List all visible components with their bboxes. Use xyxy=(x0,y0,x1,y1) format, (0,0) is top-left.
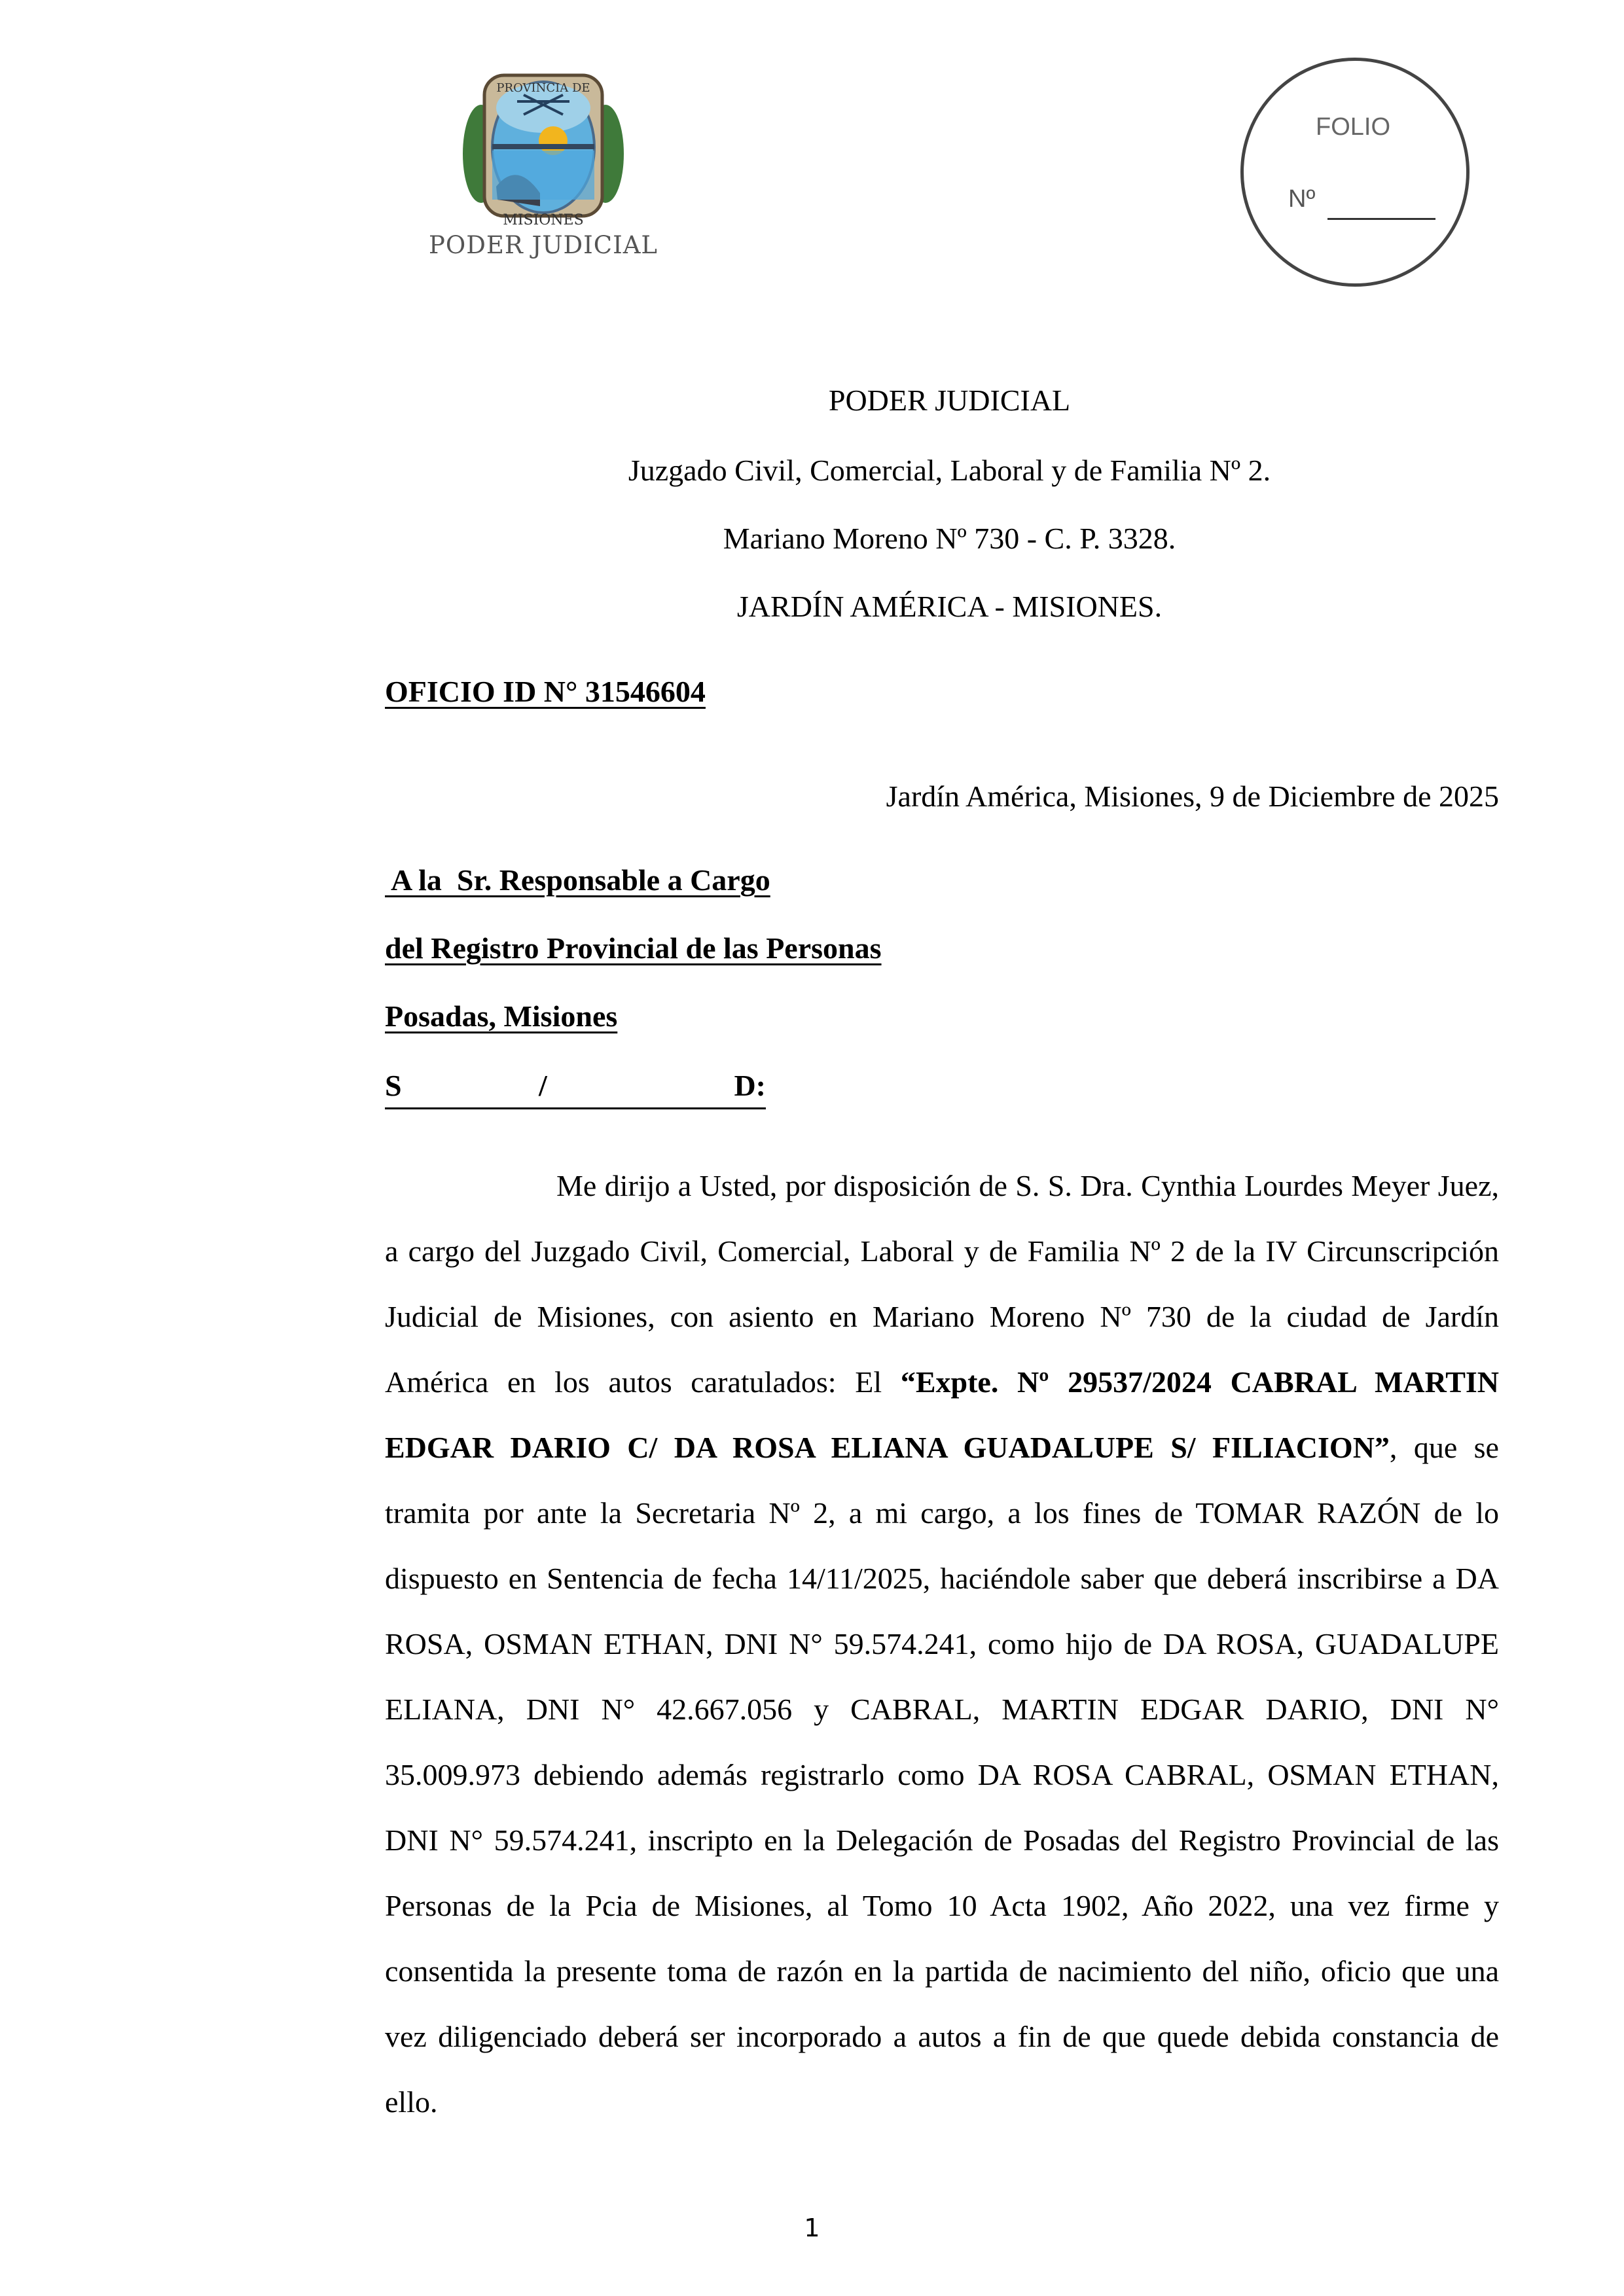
body-paragraph xyxy=(385,1153,1499,2135)
folio-number-blank xyxy=(1327,218,1435,220)
coat-of-arms-icon xyxy=(419,56,668,232)
svg-text:PROVINCIA DE: PROVINCIA DE xyxy=(496,81,590,95)
folio-title: FOLIO xyxy=(1316,113,1391,141)
sd-s: S xyxy=(385,1069,402,1102)
page-number: 1 xyxy=(804,2214,820,2242)
letterhead-address: Mariano Moreno Nº 730 - C. P. 3328. xyxy=(723,522,1176,555)
svg-text:MISIONES: MISIONES xyxy=(503,212,584,228)
logo-caption: PODER JUDICIAL xyxy=(428,231,659,259)
case-title: “Expte. Nº 29537/2024 CABRAL MARTIN EDGAR DARIO C/ DA ROSA ELIANA GUADALUPE S/ FILIACION” xyxy=(385,1365,1500,1464)
su-despacho xyxy=(385,1068,766,1109)
oficio-id: OFICIO ID N° 31546604 xyxy=(385,675,706,708)
letterhead-city: JARDÍN AMÉRICA - MISIONES. xyxy=(736,590,1163,623)
letterhead-court: Juzgado Civil, Comercial, Laboral y de Familia Nº 2. xyxy=(628,454,1271,487)
recipient-line-3: Posadas, Misiones xyxy=(385,999,618,1033)
folio-number-label: Nº xyxy=(1288,185,1316,213)
folio-stamp xyxy=(1240,58,1470,287)
recipient-line-1: A la Sr. Responsable a Cargo xyxy=(385,863,770,897)
body-text-2: , que se tramita por ante la Secretaria Nº 2, a mi cargo, a los fines de TOMAR RAZÓN de lo dispuesto en Sentencia de fecha 14/11/2025, haciéndole saber que deberá inscribirse a DA ROSA, OSMAN ETHAN, DNI N° 59.574.241, como hijo de DA ROSA, GUADALUPE ELIANA, DNI N° 42.667.056 y CABRAL, MARTIN EDGAR DARIO, DNI N° 35.009.973 debiendo además registrarlo como DA ROSA CABRAL, OSMAN ETHAN, DNI N° 59.574.241, inscripto en la Delegación de Posadas del Registro Provincial de las Personas de la Pcia de Misiones, al Tomo 10 Acta 1902, Año 2022, una vez firme y consentida la presente toma de razón en la partida de nacimiento del niño, oficio que una vez diligenciado deberá ser incorporado a autos a fin de que quede debida constancia de ello. xyxy=(385,1431,1499,2119)
sd-d: D: xyxy=(734,1069,766,1102)
sd-slash: / xyxy=(539,1069,547,1102)
poder-judicial-logo xyxy=(419,56,668,278)
letterhead-title: PODER JUDICIAL xyxy=(828,384,1071,417)
body-text-1: Me dirijo a Usted, por disposición de S. S. Dra. Cynthia Lourdes Meyer Juez, a cargo del Juzgado Civil, Comercial, Laboral y de Familia Nº 2 de la IV Circunscripción Judicial de Misiones, con asiento en Mariano Moreno Nº 730 de la ciudad de Jardín América en los autos caratulados: El xyxy=(385,1169,1499,1399)
recipient-line-2: del Registro Provincial de las Personas xyxy=(385,931,882,965)
date-line: Jardín América, Misiones, 9 de Diciembre de 2025 xyxy=(886,780,1499,813)
